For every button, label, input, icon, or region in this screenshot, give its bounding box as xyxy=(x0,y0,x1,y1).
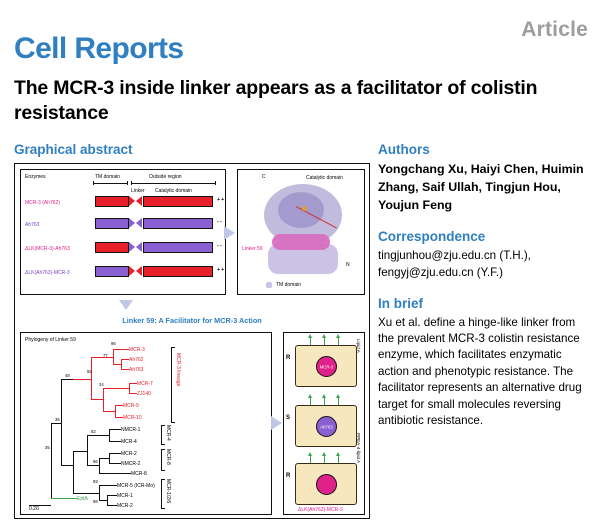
construct-tm-1 xyxy=(95,218,129,229)
tree-branch-21 xyxy=(99,473,131,474)
construct-linker-3 xyxy=(129,266,142,277)
tree-tip-1: Ah762 xyxy=(129,357,144,363)
rule-cap-1 xyxy=(93,181,94,185)
tree-tip-11: MCR-8 xyxy=(131,471,147,477)
plasmid-label-0: MCR-3 xyxy=(319,364,334,369)
lipid-head-0a xyxy=(308,334,312,338)
tree-branch-4 xyxy=(113,364,121,365)
tree-branch-30 xyxy=(73,451,87,452)
lipid-head-0c xyxy=(336,334,340,338)
tree-branch-26 xyxy=(107,505,117,506)
tree-tip-7: NMCR-1 xyxy=(121,427,141,433)
construct-tm-3 xyxy=(95,266,129,277)
tree-node-l xyxy=(99,485,100,500)
cell-phenotype-0: R xyxy=(286,355,291,361)
structure-linker-region xyxy=(272,234,330,250)
cell-0 xyxy=(295,345,357,387)
cell-2 xyxy=(295,463,357,505)
tree-branch-24 xyxy=(107,485,117,486)
tree-tip-13: MCR-1 xyxy=(117,493,133,499)
tree-tip-5: MCR-9 xyxy=(123,403,139,409)
article-type-tag: Article xyxy=(521,18,588,41)
arrow-to-caption xyxy=(119,300,133,310)
tree-tip-3: MCR-7 xyxy=(137,381,153,387)
bootstrap-5: 35 xyxy=(55,417,60,422)
cell-phenotype-1: S xyxy=(286,415,291,421)
tree-branch-23 xyxy=(87,435,95,436)
tree-branch-20 xyxy=(99,458,109,459)
tree-tip-6: MCR-10 xyxy=(123,415,142,421)
in-brief-text: Xu et al. define a hinge-like linker from the prevalent MCR-3 colistin resistance enzyme, which facilitates enzymatic action and phenotypic resistance. The facilitator represents an alternative drug target for small molecules reversing antibiotic resistance. xyxy=(378,315,582,428)
lipid-head-0b xyxy=(322,334,326,338)
construct-linker-2 xyxy=(129,242,142,253)
clade-label-3: MCR-1/2/6 xyxy=(165,479,171,504)
lipid-stalk-1b xyxy=(324,397,325,405)
cells-panel xyxy=(283,332,365,515)
bootstrap-4: 24 xyxy=(99,382,104,387)
construct-phenotype-2: - - xyxy=(217,243,222,249)
tree-branch-17 xyxy=(95,435,109,436)
plasmid-1 xyxy=(316,416,337,437)
construct-name-3: ΔLK(Ah763)-MCR-3 xyxy=(25,270,70,276)
lipid-head-1a xyxy=(308,394,312,398)
in-brief-heading: In brief xyxy=(378,295,424,311)
tree-scale-label: 0.20 xyxy=(29,506,39,512)
construct-linker-1 xyxy=(129,218,142,229)
bootstrap-0: 96 xyxy=(111,341,116,346)
clade-label-1: MCR-4 xyxy=(165,425,171,441)
tree-branch-3 xyxy=(113,349,121,350)
lipid-stalk-2a xyxy=(310,455,311,463)
tree-tip-10: NMCR-2 xyxy=(121,461,141,467)
structure-tm-domain-label: TM domain xyxy=(276,282,302,288)
lipid-stalk-0b xyxy=(324,337,325,345)
tree-root-branch xyxy=(51,423,61,424)
tree-node-n xyxy=(61,379,62,465)
construct-cat-1 xyxy=(143,218,213,229)
construct-phenotype-1: - - xyxy=(217,219,222,225)
plasmid-label-1: Ah763 xyxy=(320,424,333,429)
lipid-stalk-2b xyxy=(324,455,325,463)
tree-branch-27 xyxy=(99,485,107,486)
linker-label: Linker xyxy=(131,188,145,194)
tree-tip-12: MCR-5 (ICR-Mo) xyxy=(117,483,155,489)
tree-node-g xyxy=(109,429,110,441)
bootstrap-9: 59 xyxy=(93,479,98,484)
cell-1 xyxy=(295,405,357,447)
phylogeny-title: Phylogeny of Linker 59 xyxy=(25,337,76,343)
tree-branch-8 xyxy=(115,405,123,406)
bootstrap-1: 77 xyxy=(103,353,108,358)
bootstrap-6: 82 xyxy=(91,429,96,434)
rule-cap-3 xyxy=(131,181,132,185)
tree-node-i xyxy=(99,458,100,473)
bootstrap-10: 98 xyxy=(93,499,98,504)
rule-cap-4 xyxy=(215,181,216,185)
tree-branch-29 xyxy=(83,493,99,494)
tree-branch-28 xyxy=(99,500,107,501)
tree-node-m xyxy=(73,451,74,493)
outside-region-rule xyxy=(131,183,215,184)
structure-panel xyxy=(237,169,365,295)
graphical-abstract-figure xyxy=(14,163,370,519)
tree-tip-15: EptA xyxy=(77,496,88,502)
tree-tip-0: MCR-3 xyxy=(129,347,145,353)
tree-branch-15 xyxy=(109,429,121,430)
tree-branch-6 xyxy=(129,393,137,394)
clade-label-2: MCR-8 xyxy=(165,449,171,465)
authors-list: Yongchang Xu, Haiyi Chen, Huimin Zhang, Saif Ullah, Tingjun Hou, Youjun Feng xyxy=(378,162,584,212)
figure-mid-caption: Linker 59: A Facilitator for MCR-3 Action xyxy=(122,316,262,325)
graphical-abstract-heading: Graphical abstract xyxy=(14,142,133,157)
zinc-ion xyxy=(302,206,307,211)
c-terminus-label: C xyxy=(262,174,266,180)
plasmid-0 xyxy=(316,356,337,377)
tree-node-b xyxy=(113,349,114,364)
clade-label-0: MCR-3 lineage xyxy=(175,353,181,387)
catalytic-domain-label: Catalytic domain xyxy=(155,188,192,194)
bootstrap-7: 96 xyxy=(93,459,98,464)
tree-branch-22 xyxy=(87,465,99,466)
lipid-head-1b xyxy=(322,394,326,398)
n-terminus-label: N xyxy=(346,262,350,268)
tree-branch-31 xyxy=(73,493,83,494)
phylogeny-panel xyxy=(20,332,272,515)
tree-node-c xyxy=(129,383,130,393)
plasmid-2 xyxy=(316,474,337,495)
constructs-panel xyxy=(20,169,226,295)
construct-name-1: Ah763 xyxy=(25,222,40,228)
cell-phenotype-2: R xyxy=(286,473,291,479)
page-title: The MCR-3 inside linker appears as a facilitator of colistin resistance xyxy=(14,77,538,124)
ppea-lipid-a-axis-label: PPEA-4-lipid A xyxy=(356,433,361,464)
construct-linker-0 xyxy=(129,196,142,207)
tree-branch-11 xyxy=(103,388,117,389)
tree-tip-4: ZJ140 xyxy=(137,391,151,397)
tree-branch-32 xyxy=(61,465,73,466)
tree-branch-19 xyxy=(109,463,121,464)
lipid-head-2b xyxy=(322,452,326,456)
tree-branch-9 xyxy=(115,417,123,418)
tree-branch-16 xyxy=(109,441,121,442)
tree-branch-2 xyxy=(121,369,129,370)
tree-branch-0 xyxy=(121,349,129,350)
tree-tip-14: MCR-2 xyxy=(117,503,133,509)
tree-node-d xyxy=(115,405,116,417)
lipid-stalk-2c xyxy=(338,455,339,463)
tree-node-h xyxy=(109,453,110,463)
authors-heading: Authors xyxy=(378,142,430,157)
tree-node-j xyxy=(87,435,88,465)
structure-linker-label: Linker 59 xyxy=(242,246,263,252)
tree-branch-13 xyxy=(91,357,113,358)
tree-tip-9: MCR-2 xyxy=(121,451,137,457)
bootstrap-2: 55 xyxy=(87,369,92,374)
tree-branch-18 xyxy=(109,453,121,454)
construct-cat-2 xyxy=(143,242,213,253)
correspondence-heading: Correspondence xyxy=(378,228,486,244)
construct-name-0: MCR-3 (Ah762) xyxy=(25,200,61,206)
construct-phenotype-3: + + xyxy=(217,267,225,273)
lipid-a-axis-label: Lipid A xyxy=(356,339,361,353)
catalytic-domain-annotation: Catalytic domain xyxy=(306,175,343,181)
construct-cat-3 xyxy=(143,266,213,277)
tm-domain-rule xyxy=(93,183,127,184)
tree-node-f xyxy=(91,357,92,399)
tree-tip-8: MCR-4 xyxy=(121,439,137,445)
tm-domain-label: TM domain xyxy=(95,174,121,180)
outside-region-label: Outside region xyxy=(149,174,182,180)
construct-phenotype-0: + + xyxy=(217,197,225,203)
tree-node-e xyxy=(103,388,104,411)
tree-branch-5 xyxy=(129,383,137,384)
lipid-stalk-0c xyxy=(338,337,339,345)
lipid-head-2a xyxy=(308,452,312,456)
correspondence-emails[interactable]: tingjunhou@zju.edu.cn (T.H.), fengyj@zju.edu.cn (Y.F.) xyxy=(378,248,531,279)
journal-title: Cell Reports xyxy=(14,32,184,65)
tm-domain-swatch xyxy=(266,282,272,288)
tree-tip-2: Ah763 xyxy=(129,367,144,373)
lipid-stalk-0a xyxy=(310,337,311,345)
tree-node-a xyxy=(121,359,122,369)
metadata-column xyxy=(378,142,592,430)
rule-cap-2 xyxy=(127,181,128,185)
construct-tm-0 xyxy=(95,196,129,207)
bootstrap-3: 48 xyxy=(65,373,70,378)
lipid-head-1c xyxy=(336,394,340,398)
tree-branch-14 xyxy=(73,379,91,380)
construct-cat-0 xyxy=(143,196,213,207)
arrow-constructs-to-structure xyxy=(224,226,235,240)
arrow-phylogeny-to-cells xyxy=(271,416,282,430)
tree-branch-7 xyxy=(117,388,129,389)
tree-root-node xyxy=(51,423,52,498)
graphical-abstract-column xyxy=(14,142,372,519)
lipid-head-2c xyxy=(336,452,340,456)
tree-branch-10 xyxy=(103,411,115,412)
construct-name-2: ΔLK(MCR-3)-Ah763 xyxy=(25,246,70,252)
bootstrap-8: 35 xyxy=(45,445,50,450)
tree-branch-1 xyxy=(121,359,129,360)
enzymes-label: Enzymes xyxy=(25,174,46,180)
lipid-stalk-1c xyxy=(338,397,339,405)
tree-branch-25 xyxy=(107,495,117,496)
tree-node-k xyxy=(107,495,108,505)
cells-bottom-caption: ΔLK(Ah763)-MCR-3 xyxy=(298,507,343,513)
construct-tm-2 xyxy=(95,242,129,253)
tree-branch-33 xyxy=(61,379,73,380)
lipid-stalk-1a xyxy=(310,397,311,405)
tree-branch-12 xyxy=(91,399,103,400)
tree-outgroup-branch xyxy=(51,498,77,499)
